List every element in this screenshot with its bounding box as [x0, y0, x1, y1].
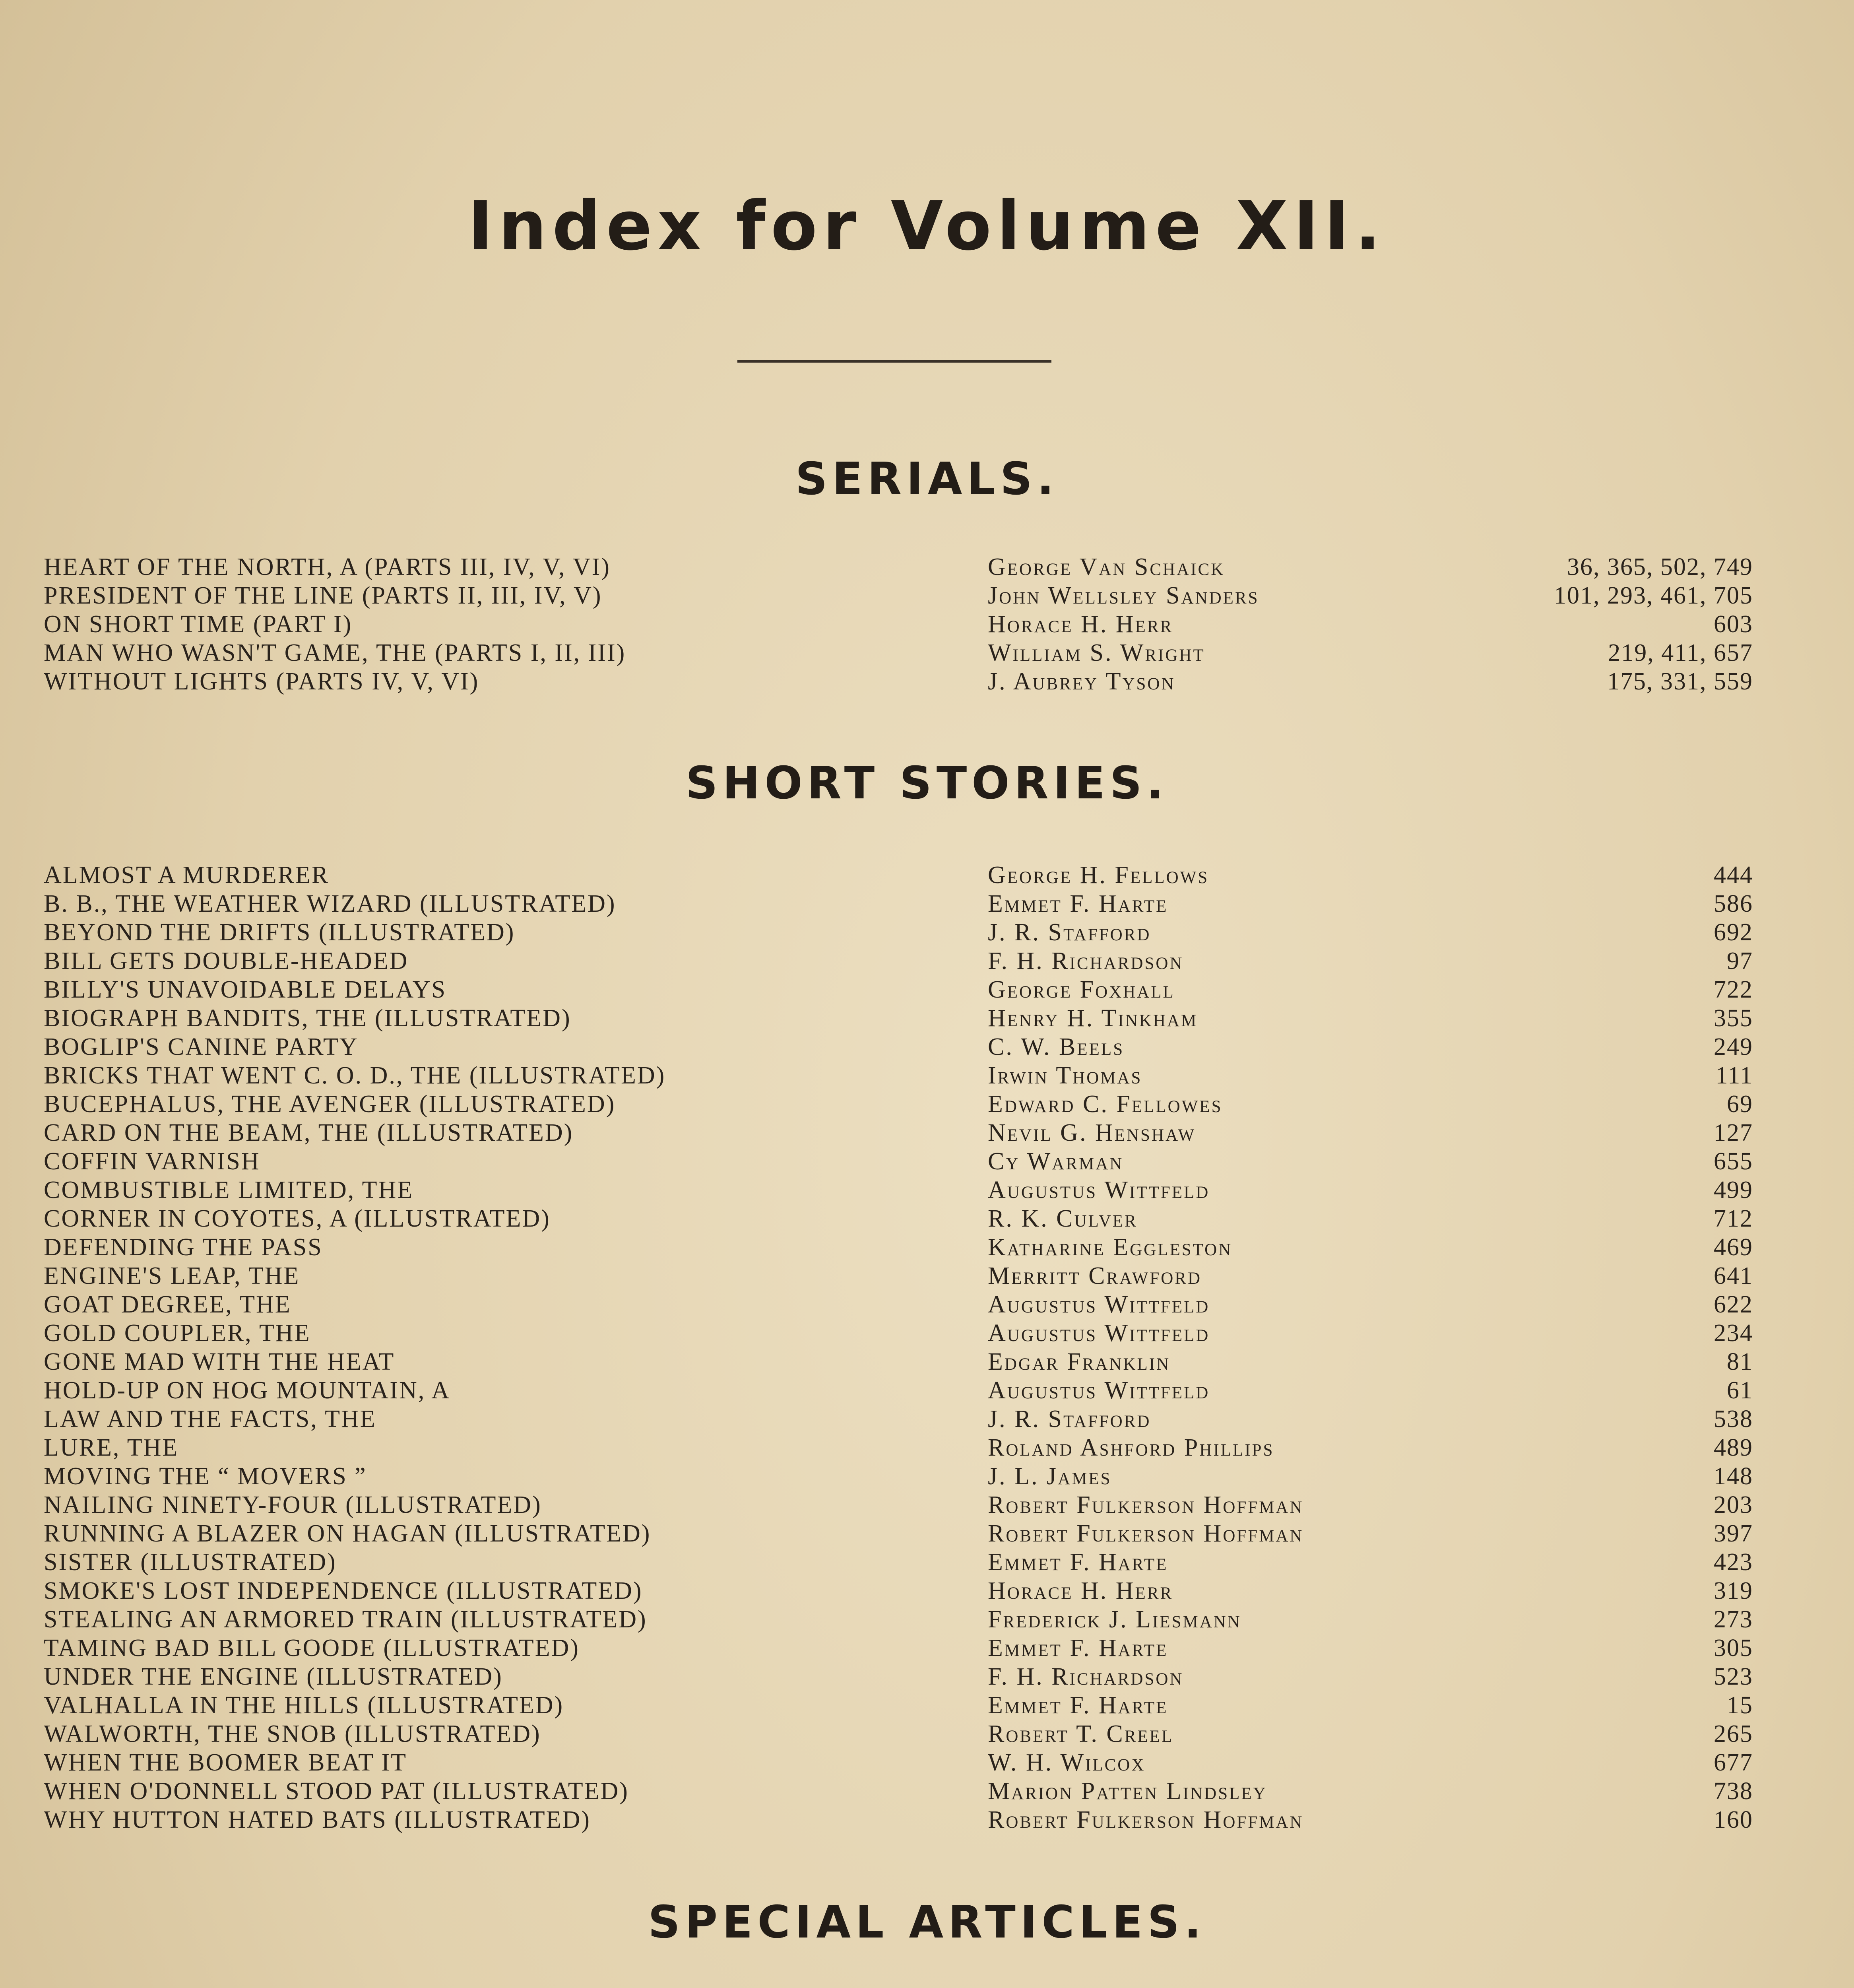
entry-pages: 219, 411, 657: [1608, 639, 1753, 666]
entry-title: TAMING BAD BILL GOODE (ILLUSTRATED): [44, 1635, 580, 1662]
entry-pages: 355: [1714, 1005, 1753, 1032]
entry-author: Emmet F. Harte: [988, 1635, 1168, 1662]
index-entry: [44, 639, 1753, 667]
entry-author: Emmet F. Harte: [988, 1549, 1168, 1576]
entry-title: MOVING THE “ MOVERS ”: [44, 1463, 367, 1490]
entry-title: BIOGRAPH BANDITS, THE (ILLUSTRATED): [44, 1005, 571, 1032]
entry-author: William S. Wright: [988, 639, 1205, 666]
entry-author: J. R. Stafford: [988, 1406, 1151, 1433]
entry-title: VALHALLA IN THE HILLS (ILLUSTRATED): [44, 1692, 564, 1719]
entry-author: Augustus Wittfeld: [988, 1320, 1210, 1347]
entry-title: BOGLIP'S CANINE PARTY: [44, 1033, 359, 1060]
entry-title: BILLY'S UNAVOIDABLE DELAYS: [44, 976, 446, 1003]
entry-title: BUCEPHALUS, THE AVENGER (ILLUSTRATED): [44, 1091, 616, 1118]
index-entry: [44, 1147, 1753, 1176]
entry-author: Edgar Franklin: [988, 1348, 1171, 1375]
entry-author: Robert T. Creel: [988, 1720, 1174, 1747]
entry-title: WITHOUT LIGHTS (PARTS IV, V, VI): [44, 668, 479, 695]
entry-pages: 677: [1714, 1749, 1753, 1776]
entry-pages: 249: [1714, 1033, 1753, 1060]
entry-author: C. W. Beels: [988, 1033, 1125, 1060]
entry-title: ENGINE'S LEAP, THE: [44, 1262, 300, 1289]
entry-pages: 603: [1714, 611, 1753, 638]
entry-title: WHY HUTTON HATED BATS (ILLUSTRATED): [44, 1806, 591, 1833]
section-heading-special-articles: SPECIAL ARTICLES.: [648, 1897, 1206, 1948]
entry-author: Augustus Wittfeld: [988, 1291, 1210, 1318]
index-entry: [44, 1748, 1753, 1777]
entry-author: George Foxhall: [988, 976, 1175, 1003]
entry-author: Henry H. Tinkham: [988, 1005, 1198, 1032]
entry-title: HOLD-UP ON HOG MOUNTAIN, A: [44, 1377, 451, 1404]
entry-title: WHEN O'DONNELL STOOD PAT (ILLUSTRATED): [44, 1778, 629, 1805]
entry-title: HEART OF THE NORTH, A (PARTS III, IV, V, VI): [44, 553, 611, 580]
entry-title: NAILING NINETY-FOUR (ILLUSTRATED): [44, 1491, 542, 1518]
entry-pages: 489: [1714, 1434, 1753, 1461]
title-rule: [737, 360, 1051, 363]
index-entry: [44, 1347, 1753, 1376]
entry-title: CARD ON THE BEAM, THE (ILLUSTRATED): [44, 1119, 574, 1146]
entry-author: F. H. Richardson: [988, 1663, 1184, 1690]
entry-title: LURE, THE: [44, 1434, 179, 1461]
index-entry: [44, 1319, 1753, 1347]
entry-author: F. H. Richardson: [988, 947, 1184, 975]
entry-pages: 15: [1727, 1692, 1753, 1719]
index-entry: [44, 1777, 1753, 1806]
index-entry: [44, 1262, 1753, 1290]
entry-title: COMBUSTIBLE LIMITED, THE: [44, 1176, 414, 1204]
entry-title: PRESIDENT OF THE LINE (PARTS II, III, IV, V): [44, 582, 602, 609]
entry-pages: 423: [1714, 1549, 1753, 1576]
entry-title: BEYOND THE DRIFTS (ILLUSTRATED): [44, 919, 515, 946]
entry-author: Emmet F. Harte: [988, 1692, 1168, 1719]
entry-author: Irwin Thomas: [988, 1062, 1142, 1089]
entry-pages: 175, 331, 559: [1607, 668, 1753, 695]
entry-title: DEFENDING THE PASS: [44, 1234, 323, 1261]
entry-author: Marion Patten Lindsley: [988, 1778, 1267, 1805]
index-entry: [44, 581, 1753, 610]
index-entry: [44, 1376, 1753, 1405]
entry-pages: 111: [1715, 1062, 1753, 1089]
entry-author: Roland Ashford Phillips: [988, 1434, 1274, 1461]
entry-title: ON SHORT TIME (PART I): [44, 611, 353, 638]
entry-author: R. K. Culver: [988, 1205, 1138, 1232]
index-entry: [44, 1033, 1753, 1061]
index-entry: [44, 1462, 1753, 1491]
index-entry: [44, 1118, 1753, 1147]
entry-pages: 69: [1727, 1091, 1753, 1118]
section-heading-short-stories: SHORT STORIES.: [685, 757, 1169, 809]
index-entry: [44, 1691, 1753, 1720]
entry-title: UNDER THE ENGINE (ILLUSTRATED): [44, 1663, 503, 1690]
entry-author: Augustus Wittfeld: [988, 1377, 1210, 1404]
entry-pages: 319: [1714, 1577, 1753, 1604]
index-entry: [44, 1204, 1753, 1233]
entry-pages: 127: [1714, 1119, 1753, 1146]
index-entry: [44, 1433, 1753, 1462]
entry-pages: 148: [1714, 1463, 1753, 1490]
index-entry: [44, 1605, 1753, 1634]
entry-author: Nevil G. Henshaw: [988, 1119, 1196, 1146]
entry-title: RUNNING A BLAZER ON HAGAN (ILLUSTRATED): [44, 1520, 651, 1547]
entry-pages: 586: [1714, 890, 1753, 917]
index-entry: [44, 918, 1753, 947]
index-entry: [44, 1061, 1753, 1090]
entry-pages: 692: [1714, 919, 1753, 946]
entry-pages: 203: [1714, 1491, 1753, 1518]
entry-title: GONE MAD WITH THE HEAT: [44, 1348, 395, 1375]
entry-pages: 538: [1714, 1406, 1753, 1433]
entry-pages: 160: [1714, 1806, 1753, 1833]
index-entry: [44, 861, 1753, 889]
entry-pages: 469: [1714, 1234, 1753, 1261]
index-entry: [44, 1548, 1753, 1576]
entry-pages: 97: [1727, 947, 1753, 975]
section-heading-serials: SERIALS.: [795, 453, 1059, 505]
entry-pages: 499: [1714, 1176, 1753, 1204]
entry-pages: 81: [1727, 1348, 1753, 1375]
entry-author: Robert Fulkerson Hoffman: [988, 1491, 1304, 1518]
index-entry: [44, 1004, 1753, 1033]
page-title: Index for Volume XII.: [467, 187, 1386, 266]
section-short-stories: [44, 861, 1753, 1834]
index-entry: [44, 1634, 1753, 1662]
entry-title: GOLD COUPLER, THE: [44, 1320, 311, 1347]
section-serials: [44, 553, 1753, 696]
index-entry: [44, 1519, 1753, 1548]
entry-author: Katharine Eggleston: [988, 1234, 1233, 1261]
index-entry: [44, 667, 1753, 696]
entry-pages: 712: [1714, 1205, 1753, 1232]
entry-pages: 523: [1714, 1663, 1753, 1690]
entry-author: Horace H. Herr: [988, 611, 1173, 638]
entry-author: Augustus Wittfeld: [988, 1176, 1210, 1204]
index-entry: [44, 1090, 1753, 1118]
entry-author: Horace H. Herr: [988, 1577, 1173, 1604]
entry-author: Robert Fulkerson Hoffman: [988, 1806, 1304, 1833]
entry-author: George H. Fellows: [988, 862, 1209, 889]
entry-author: J. Aubrey Tyson: [988, 668, 1175, 695]
entry-pages: 655: [1714, 1148, 1753, 1175]
index-entry: [44, 1720, 1753, 1748]
entry-title: BRICKS THAT WENT C. O. D., THE (ILLUSTRATED): [44, 1062, 666, 1089]
entry-author: Frederick J. Liesmann: [988, 1606, 1241, 1633]
entry-pages: 305: [1714, 1635, 1753, 1662]
entry-author: John Wellsley Sanders: [988, 582, 1259, 609]
entry-title: MAN WHO WASN'T GAME, THE (PARTS I, II, III): [44, 639, 626, 666]
index-entry: [44, 1662, 1753, 1691]
entry-author: Merritt Crawford: [988, 1262, 1202, 1289]
entry-title: BILL GETS DOUBLE-HEADED: [44, 947, 409, 975]
entry-pages: 61: [1727, 1377, 1753, 1404]
entry-title: B. B., THE WEATHER WIZARD (ILLUSTRATED): [44, 890, 616, 917]
entry-title: GOAT DEGREE, THE: [44, 1291, 291, 1318]
entry-pages: 738: [1714, 1778, 1753, 1805]
entry-title: SISTER (ILLUSTRATED): [44, 1549, 337, 1576]
entry-author: Robert Fulkerson Hoffman: [988, 1520, 1304, 1547]
entry-author: J. R. Stafford: [988, 919, 1151, 946]
entry-author: George Van Schaick: [988, 553, 1225, 580]
entry-title: STEALING AN ARMORED TRAIN (ILLUSTRATED): [44, 1606, 647, 1633]
entry-author: J. L. James: [988, 1463, 1112, 1490]
index-entry: [44, 610, 1753, 639]
entry-author: Emmet F. Harte: [988, 890, 1168, 917]
entry-pages: 265: [1714, 1720, 1753, 1747]
entry-author: Cy Warman: [988, 1148, 1124, 1175]
entry-author: W. H. Wilcox: [988, 1749, 1146, 1776]
entry-pages: 622: [1714, 1291, 1753, 1318]
entry-title: WALWORTH, THE SNOB (ILLUSTRATED): [44, 1720, 541, 1747]
entry-author: Edward C. Fellowes: [988, 1091, 1223, 1118]
index-entry: [44, 553, 1753, 581]
entry-pages: 234: [1714, 1320, 1753, 1347]
index-entry: [44, 1491, 1753, 1519]
index-entry: [44, 1405, 1753, 1433]
entry-title: CORNER IN COYOTES, A (ILLUSTRATED): [44, 1205, 551, 1232]
index-entry: [44, 947, 1753, 975]
entry-title: WHEN THE BOOMER BEAT IT: [44, 1749, 407, 1776]
entry-pages: 36, 365, 502, 749: [1567, 553, 1753, 580]
index-entry: [44, 1233, 1753, 1262]
entry-pages: 101, 293, 461, 705: [1554, 582, 1753, 609]
entry-pages: 641: [1714, 1262, 1753, 1289]
index-entry: [44, 975, 1753, 1004]
entry-pages: 722: [1714, 976, 1753, 1003]
entry-title: SMOKE'S LOST INDEPENDENCE (ILLUSTRATED): [44, 1577, 643, 1604]
index-entry: [44, 1576, 1753, 1605]
entry-pages: 397: [1714, 1520, 1753, 1547]
entry-title: COFFIN VARNISH: [44, 1148, 260, 1175]
index-entry: [44, 889, 1753, 918]
entry-pages: 444: [1714, 862, 1753, 889]
entry-title: LAW AND THE FACTS, THE: [44, 1406, 376, 1433]
index-entry: [44, 1176, 1753, 1204]
entry-title: ALMOST A MURDERER: [44, 862, 330, 889]
entry-pages: 273: [1714, 1606, 1753, 1633]
index-entry: [44, 1290, 1753, 1319]
index-entry: [44, 1806, 1753, 1834]
